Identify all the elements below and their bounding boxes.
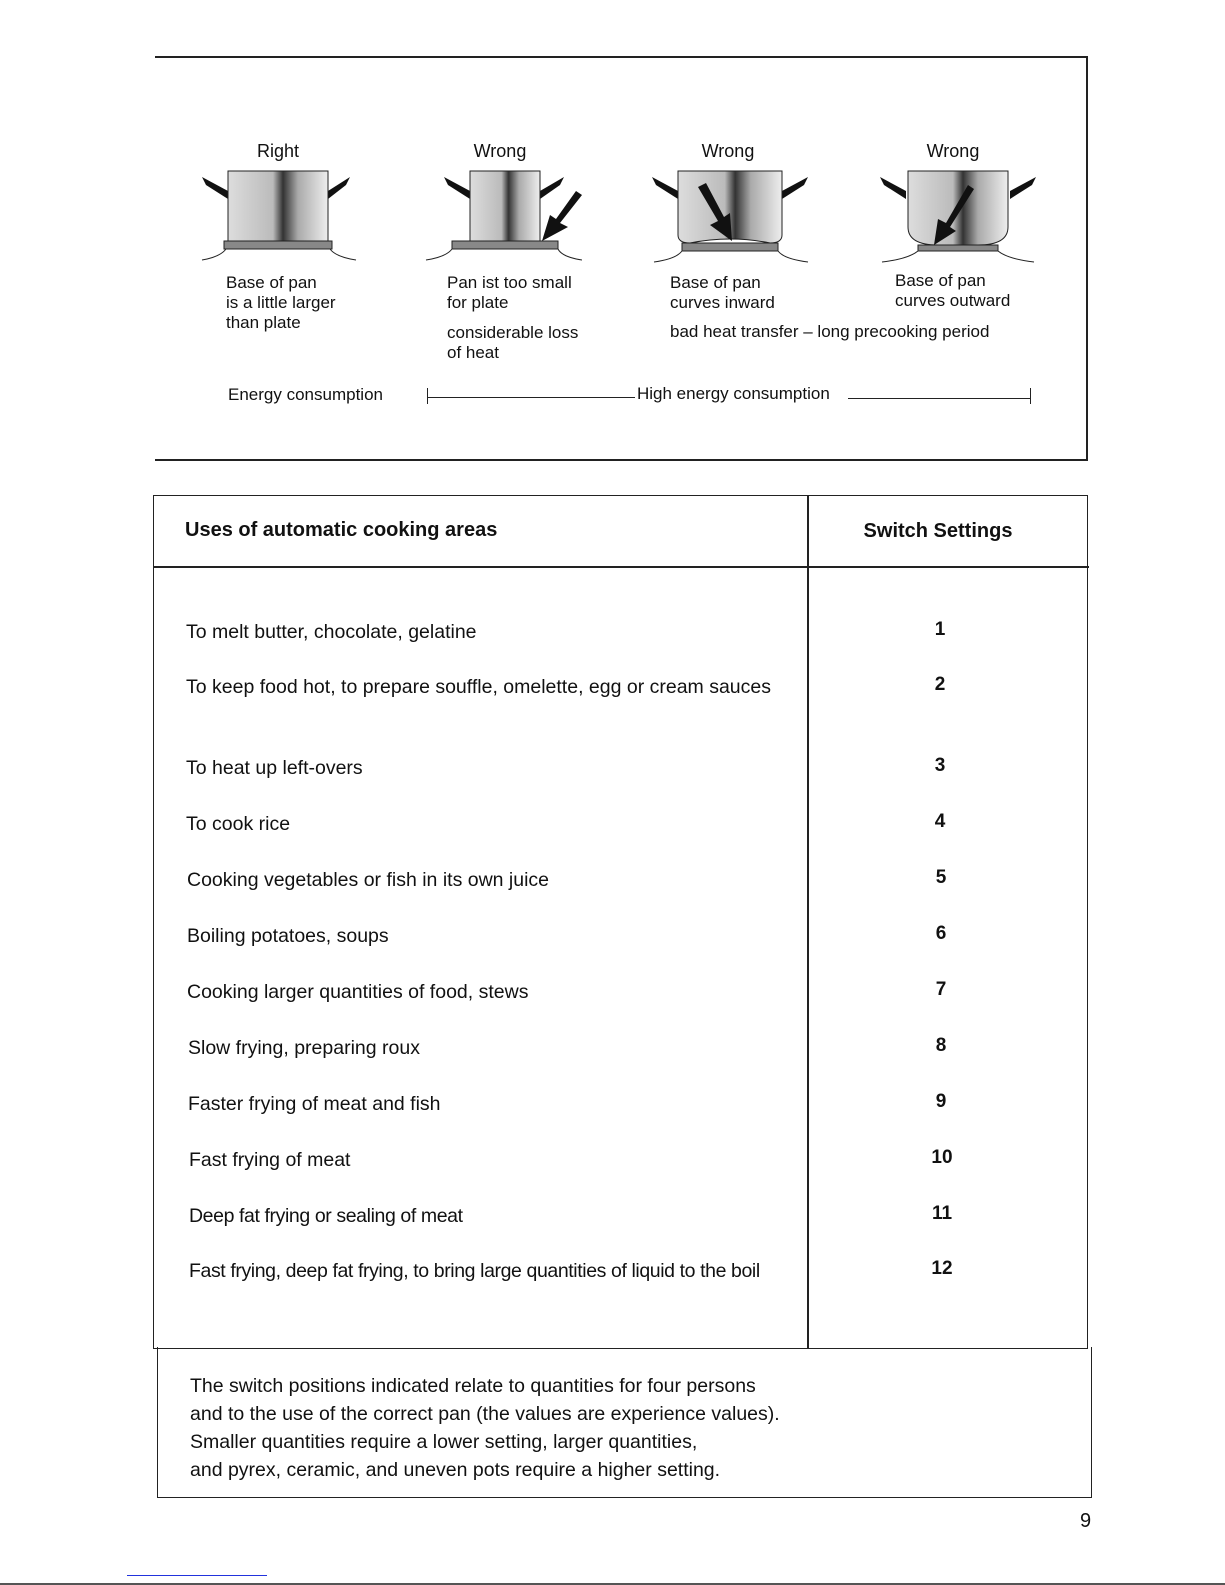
note-text — [190, 1372, 780, 1484]
verdict-wrong-outward: Wrong — [926, 141, 980, 161]
top-box-bottom-border — [155, 459, 1088, 461]
top-box-top-border — [155, 56, 1088, 58]
caption-bad-heat-transfer: bad heat transfer – long precooking period — [670, 322, 990, 341]
table-row-use: To keep food hot, to prepare souffle, omelette, egg or cream sauces — [186, 676, 771, 698]
energy-scale-end-tick — [1030, 388, 1031, 404]
high-energy-consumption-label: High energy consumption — [637, 384, 830, 403]
pan-curves-outward-illustration — [878, 165, 1038, 265]
table-row-use: Fast frying of meat — [189, 1149, 351, 1171]
table-row-use: Deep fat frying or sealing of meat — [189, 1205, 463, 1227]
pan-too-small-illustration — [422, 165, 582, 265]
table-row-use: Slow frying, preparing roux — [188, 1037, 420, 1059]
table-row-use: Boiling potatoes, soups — [187, 925, 389, 947]
energy-consumption-label: Energy consumption — [228, 385, 383, 404]
table-row-use: Cooking larger quantities of food, stews — [187, 981, 529, 1003]
table-row-setting: 4 — [934, 811, 946, 832]
pan-right-illustration — [200, 165, 360, 265]
table-row-setting: 2 — [934, 674, 946, 695]
footer-link-underline — [127, 1575, 267, 1576]
table-row-setting: 3 — [934, 755, 946, 776]
table-row-use: To cook rice — [186, 813, 291, 835]
caption-right: Base of pan is a little larger than plate — [226, 273, 336, 332]
top-box-right-border — [1086, 56, 1088, 461]
table-header-divider — [153, 566, 1089, 568]
table-row-setting: 7 — [935, 979, 947, 1000]
table-row-setting: 6 — [935, 923, 947, 944]
table-row-use: Fast frying, deep fat frying, to bring large quantities of liquid to the boil — [189, 1260, 760, 1282]
energy-scale-left-line — [427, 397, 635, 398]
table-row-use: Faster frying of meat and fish — [188, 1093, 441, 1115]
verdict-wrong-inward: Wrong — [701, 141, 755, 161]
table-row-setting: 12 — [931, 1258, 953, 1279]
table-column-divider — [807, 495, 809, 1348]
caption-too-small: Pan ist too small for plate — [447, 273, 572, 312]
caption-heat-loss: considerable loss of heat — [447, 323, 579, 362]
table-row-setting: 10 — [931, 1147, 953, 1168]
page-number: 9 — [1080, 1510, 1092, 1532]
note-line: and pyrex, ceramic, and uneven pots require a higher setting. — [190, 1459, 721, 1481]
table-row-setting: 11 — [931, 1203, 953, 1224]
verdict-right: Right — [256, 141, 300, 161]
table-row-use: Cooking vegetables or fish in its own juice — [187, 869, 550, 891]
table-row-setting: 5 — [935, 867, 947, 888]
table-row-setting: 9 — [935, 1091, 947, 1112]
note-line: The switch positions indicated relate to quantities for four persons — [190, 1375, 756, 1397]
energy-scale-right-line — [848, 398, 1031, 399]
note-line: and to the use of the correct pan (the values are experience values). — [190, 1403, 780, 1425]
caption-curves-outward: Base of pan curves outward — [895, 271, 1011, 310]
caption-curves-inward: Base of pan curves inward — [670, 273, 775, 312]
table-header-settings: Switch Settings — [863, 520, 1013, 542]
note-line: Smaller quantities require a lower setting, larger quantities, — [190, 1431, 698, 1453]
table-row-setting: 1 — [934, 619, 946, 640]
table-row-use: To heat up left-overs — [186, 757, 363, 779]
verdict-wrong-small: Wrong — [473, 141, 527, 161]
table-row-use: To melt butter, chocolate, gelatine — [186, 621, 477, 643]
table-header-uses: Uses of automatic cooking areas — [185, 519, 498, 541]
energy-scale-start-tick — [427, 388, 428, 404]
pan-curves-inward-illustration — [650, 165, 810, 265]
table-row-setting: 8 — [935, 1035, 947, 1056]
